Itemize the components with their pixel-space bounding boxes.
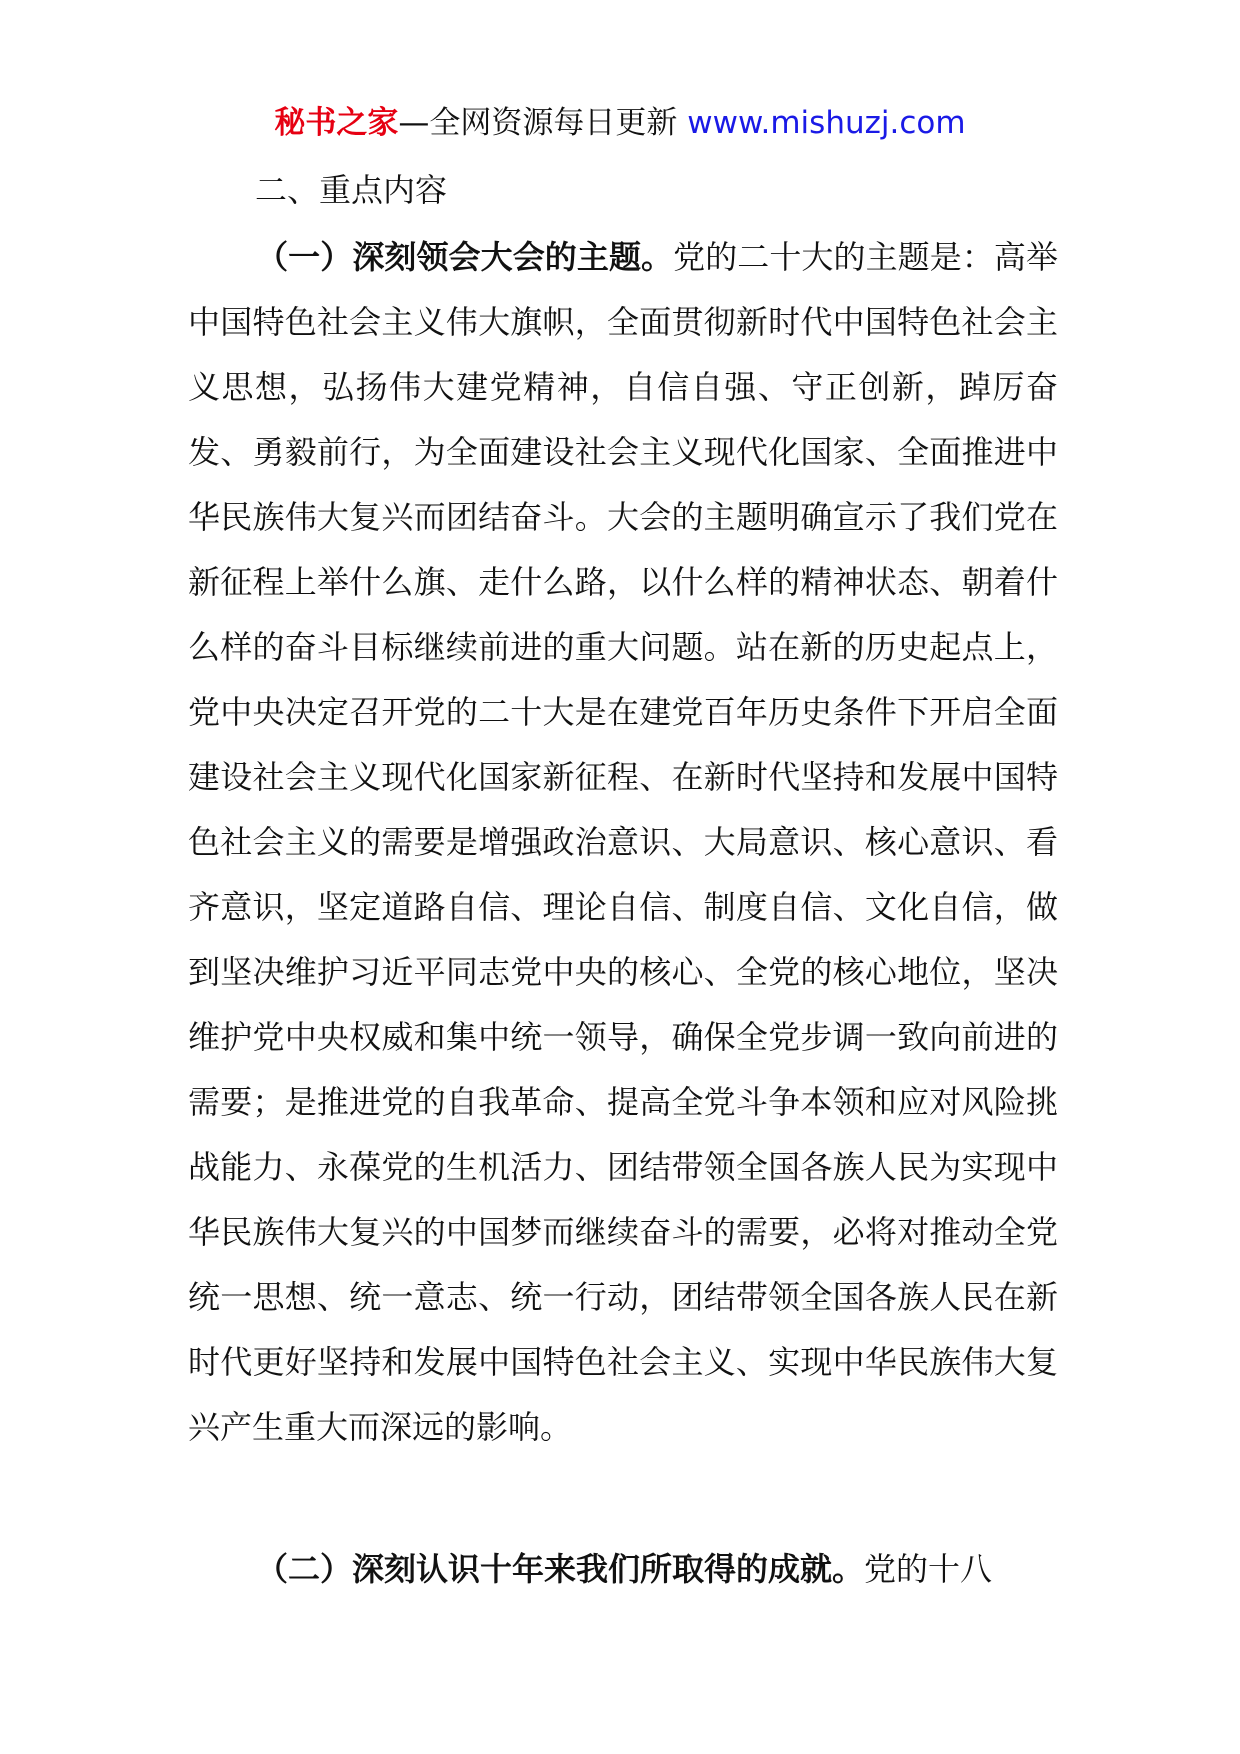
site-header <box>0 100 1240 146</box>
section-heading: 二、重点内容 <box>255 171 448 209</box>
site-url-link[interactable]: www.mishuzj.com <box>687 105 966 141</box>
paragraph-2-text: 党的十八 <box>864 1550 993 1588</box>
paragraph-1-text: 党的二十大的主题是：高举中国特色社会主义伟大旗帜，全面贯彻新时代中国特色社会主义思想，弘扬伟大建党精神，自信自强、守正创新，踔厉奋发、勇毅前行，为全面建设社会主义现代化国家、全面推进中华民族伟大复兴而团结奋斗。大会的主题明确宣示了我们党在新征程上举什么旗、走什么路，以什么样的精神状态、朝着什么样的奋斗目标继续前进的重大问题。站在新的历史起点上，党中央决定召开党的二十大是在建党百年历史条件下开启全面建设社会主义现代化国家新征程、在新时代坚持和发展中国特色社会主义的需要是增强政治意识、大局意识、核心意识、看齐意识，坚定道路自信、理论自信、制度自信、文化自信，做到坚决维护习近平同志党中央的核心、全党的核心地位，坚决维护党中央权威和集中统一领导，确保全党步调一致向前进的需要；是推进党的自我革命、提高全党斗争本领和应对风险挑战能力、永葆党的生机活力、团结带领全国各族人民为实现中华民族伟大复兴的中国梦而继续奋斗的需要，必将对推动全党统一思想、统一意志、统一行动，团结带领全国各族人民在新时代更好坚持和发展中国特色社会主义、实现中华民族伟大复兴产生重大而深远的影响。 <box>188 238 1058 1446</box>
paragraph-2-lead: （二）深刻认识十年来我们所取得的成就。 <box>256 1550 865 1588</box>
paragraph-2 <box>188 1537 1058 1602</box>
site-tagline: —全网资源每日更新 <box>398 105 688 141</box>
paragraph-1 <box>188 225 1058 1460</box>
paragraph-1-lead: （一）深刻领会大会的主题。 <box>256 238 674 276</box>
site-name: 秘书之家 <box>274 105 399 141</box>
